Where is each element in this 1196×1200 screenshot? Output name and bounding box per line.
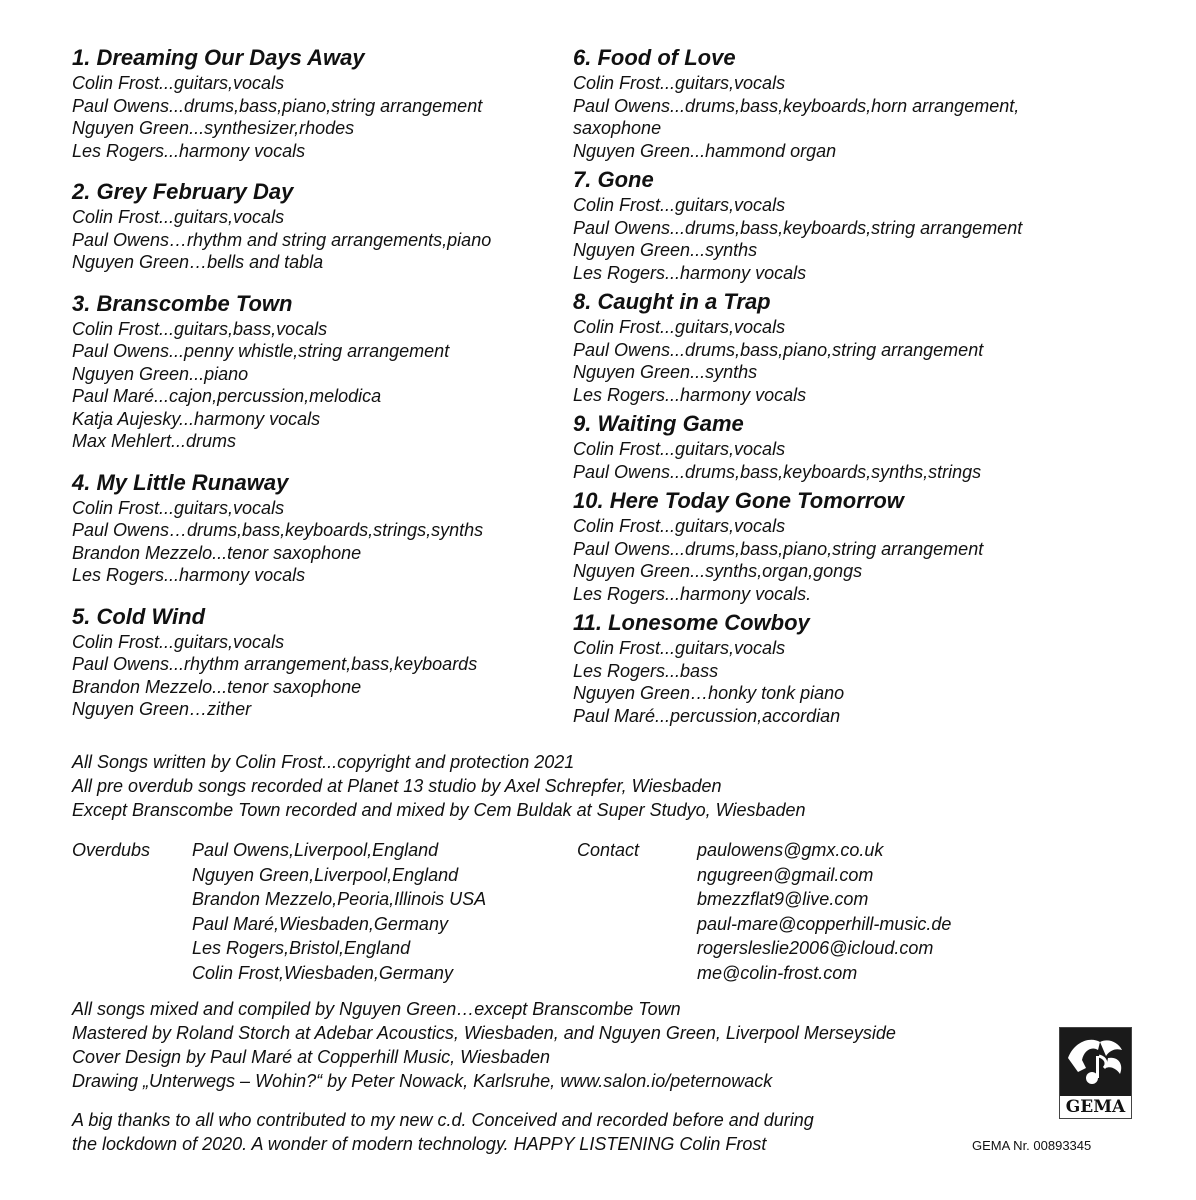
musician-credit: Paul Owens...rhythm arrangement,bass,keyboards	[72, 654, 478, 674]
musician-credit: Nguyen Green...synths,organ,gongs	[573, 561, 863, 581]
musician-credit: Nguyen Green…bells and tabla	[72, 252, 324, 272]
track-credits	[573, 410, 1133, 483]
musician-credit: Nguyen Green...synths	[573, 362, 758, 382]
cover-design-line: Cover Design by Paul Maré at Copperhill Music, Wiesbaden	[72, 1047, 551, 1067]
musician-credit: Brandon Mezzelo...tenor saxophone	[72, 676, 362, 697]
drawing-line: Drawing „Unterwegs – Wohin?“ by Peter Nowack, Karlsruhe, www.salon.io/peternowack	[72, 1071, 773, 1091]
contact-emails	[697, 838, 951, 985]
musician-credit: Paul Owens…drums,bass,keyboards,strings,synths	[72, 520, 484, 540]
exception-note: Except Branscombe Town recorded and mixed by Cem Buldak at Super Studyo, Wiesbaden	[72, 800, 806, 820]
track-credits	[72, 178, 562, 274]
track-title: 9. Waiting Game	[573, 411, 744, 436]
gema-number: GEMA Nr. 00893345	[972, 1138, 1092, 1153]
musician-credit: Nguyen Green...piano	[72, 363, 249, 384]
musician-credit: Colin Frost...guitars,vocals	[72, 497, 285, 518]
contact-label: Contact	[577, 840, 640, 860]
overdub-location: Nguyen Green,Liverpool,England	[192, 864, 459, 885]
musician-credit: Paul Owens...drums,bass,piano,string arrangement	[573, 339, 984, 360]
mixing-credits	[72, 997, 1072, 1093]
musician-credit: Nguyen Green...hammond organ	[573, 140, 837, 161]
musician-credit: Paul Owens...drums,bass,keyboards,horn arrangement, saxophone	[573, 95, 1020, 138]
musician-credit: Les Rogers...bass	[573, 660, 719, 681]
left-track-column	[72, 44, 562, 737]
musician-credit: Colin Frost...guitars,vocals	[573, 638, 786, 658]
overdub-locations	[192, 838, 486, 985]
musician-credit: Paul Owens...drums,bass,piano,string arrangement	[72, 95, 483, 116]
musician-credit: Colin Frost...guitars,vocals	[573, 516, 786, 536]
mixing-line: All songs mixed and compiled by Nguyen Green…except Branscombe Town	[72, 999, 681, 1019]
musician-credit: Brandon Mezzelo...tenor saxophone	[72, 542, 362, 563]
musician-credit: Paul Owens...penny whistle,string arrangement	[72, 341, 450, 361]
musician-credit: Les Rogers...harmony vocals	[72, 565, 306, 585]
overdub-location: Brandon Mezzelo,Peoria,Illinois USA	[192, 889, 487, 909]
track-credits	[573, 44, 1133, 162]
track-title: 7. Gone	[573, 167, 654, 192]
musician-credit: Nguyen Green…zither	[72, 699, 252, 719]
track-credits	[573, 288, 1133, 406]
recording-notes	[72, 750, 1152, 822]
musician-credit: Colin Frost...guitars,vocals	[573, 195, 786, 215]
contact-email: paulowens@gmx.co.uk	[697, 840, 884, 860]
musician-credit: Paul Owens…rhythm and string arrangements,piano	[72, 229, 492, 250]
track-credits	[72, 603, 562, 721]
songwriting-note: All Songs written by Colin Frost...copyright and protection 2021	[72, 752, 575, 772]
gema-logo	[1059, 1027, 1132, 1119]
musician-credit: Paul Maré...percussion,accordian	[573, 705, 841, 726]
musician-credit: Katja Aujesky...harmony vocals	[72, 408, 321, 429]
right-track-column	[573, 44, 1133, 731]
musician-credit: Paul Owens...drums,bass,piano,string arrangement	[573, 538, 984, 559]
track-title: 2. Grey February Day	[72, 179, 294, 204]
gema-horse-icon	[1060, 1028, 1131, 1096]
track-credits	[72, 469, 562, 587]
thanks-message	[72, 1108, 952, 1156]
musician-credit: Nguyen Green...synthesizer,rhodes	[72, 118, 355, 138]
track-title: 3. Branscombe Town	[72, 290, 293, 316]
track-title: 4. My Little Runaway	[72, 469, 289, 495]
musician-credit: Colin Frost...guitars,bass,vocals	[72, 318, 328, 339]
musician-credit: Les Rogers...harmony vocals.	[573, 583, 812, 604]
recording-note: All pre overdub songs recorded at Planet 13 studio by Axel Schrepfer, Wiesbaden	[72, 776, 722, 796]
musician-credit: Paul Owens...drums,bass,keyboards,string arrangement	[573, 217, 1023, 238]
musician-credit: Colin Frost...guitars,vocals	[573, 317, 786, 337]
musician-credit: Les Rogers...harmony vocals	[573, 384, 807, 405]
thanks-line: the lockdown of 2020. A wonder of modern technology. HAPPY LISTENING Colin Frost	[72, 1134, 767, 1154]
contact-email: me@colin-frost.com	[697, 962, 858, 983]
musician-credit: Colin Frost...guitars,vocals	[573, 439, 786, 459]
overdubs-label: Overdubs	[72, 840, 151, 860]
musician-credit: Paul Maré...cajon,percussion,melodica	[72, 386, 382, 406]
musician-credit: Colin Frost...guitars,vocals	[72, 73, 285, 93]
musician-credit: Nguyen Green...synths	[573, 240, 758, 260]
track-title: 6. Food of Love	[573, 45, 736, 70]
track-credits	[573, 487, 1133, 605]
track-credits	[573, 166, 1133, 284]
contact-email: ngugreen@gmail.com	[697, 864, 874, 885]
track-title: 8. Caught in a Trap	[573, 289, 771, 314]
musician-credit: Nguyen Green…honky tonk piano	[573, 683, 845, 703]
contact-email: rogersleslie2006@icloud.com	[697, 938, 934, 958]
overdub-location: Paul Owens,Liverpool,England	[192, 840, 439, 860]
musician-credit: Les Rogers...harmony vocals	[72, 140, 306, 161]
musician-credit: Les Rogers...harmony vocals	[573, 262, 807, 283]
track-title: 11. Lonesome Cowboy	[573, 610, 810, 635]
overdub-location: Paul Maré,Wiesbaden,Germany	[192, 913, 448, 934]
contact-email: bmezzflat9@live.com	[697, 889, 869, 909]
musician-credit: Colin Frost...guitars,vocals	[72, 207, 285, 227]
track-credits	[573, 609, 1133, 727]
thanks-line: A big thanks to all who contributed to my new c.d. Conceived and recorded before and during	[72, 1110, 814, 1130]
track-credits	[72, 44, 562, 162]
musician-credit: Max Mehlert...drums	[72, 431, 237, 451]
track-credits	[72, 290, 562, 453]
contact-email: paul-mare@copperhill-music.de	[697, 913, 952, 934]
overdub-location: Les Rogers,Bristol,England	[192, 938, 411, 958]
track-title: 10. Here Today Gone Tomorrow	[573, 488, 904, 513]
musician-credit: Colin Frost...guitars,vocals	[72, 631, 285, 652]
overdub-location: Colin Frost,Wiesbaden,Germany	[192, 962, 453, 983]
track-title: 1. Dreaming Our Days Away	[72, 45, 365, 70]
track-title: 5. Cold Wind	[72, 603, 206, 629]
musician-credit: Colin Frost...guitars,vocals	[573, 73, 786, 93]
gema-wordmark: GEMA	[1065, 1097, 1126, 1117]
mastering-line: Mastered by Roland Storch at Adebar Acoustics, Wiesbaden, and Nguyen Green, Liverpool Merseyside	[72, 1023, 896, 1043]
musician-credit: Paul Owens...drums,bass,keyboards,synths,strings	[573, 461, 982, 482]
